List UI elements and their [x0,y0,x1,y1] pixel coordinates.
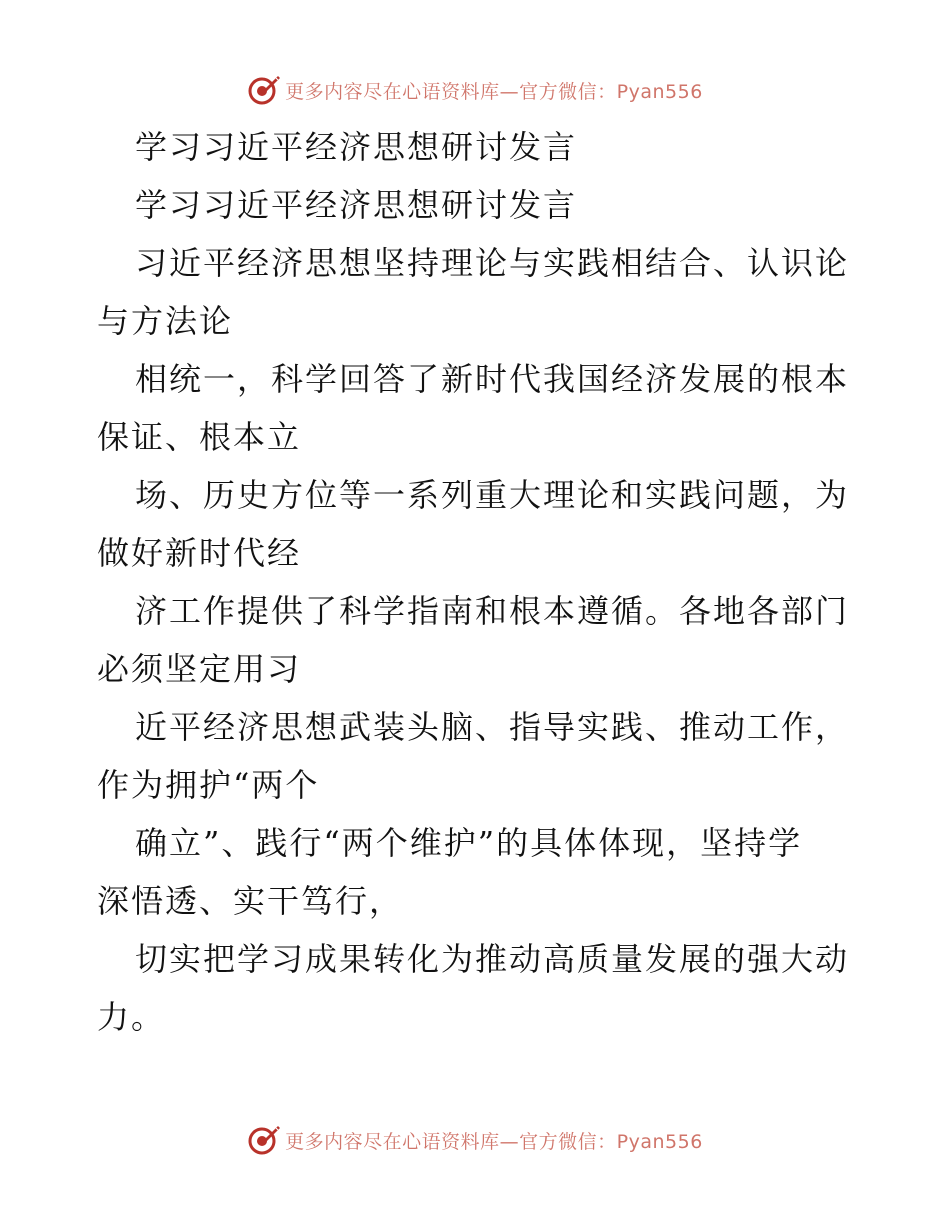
paragraph-line: 保证、根本立 [97,418,302,456]
paragraph-line: 作为拥护“两个 [97,766,320,804]
paragraph-line: 与方法论 [97,302,234,340]
paragraph-line: 切实把学习成果转化为推动高质量发展的强大动 [135,940,850,978]
header-banner [0,70,950,110]
document-title: 学习习近平经济思想研讨发言 [135,128,578,166]
paragraph-line: 习近平经济思想坚持理论与实践相结合、认识论 [135,244,850,282]
paragraph-line: 力。 [97,998,166,1036]
paragraph-line: 济工作提供了科学指南和根本遵循。各地各部门 [135,592,850,630]
pen-logo-icon [247,73,281,107]
paragraph-line: 深悟透、实干笃行， [97,882,404,920]
paragraph-line: 必须坚定用习 [97,650,302,688]
paragraph-line: 近平经济思想武装头脑、指导实践、推动工作， [135,708,850,746]
document-title-repeat: 学习习近平经济思想研讨发言 [135,186,578,224]
document-body [97,118,857,1046]
paragraph-line: 相统一，科学回答了新时代我国经济发展的根本 [135,360,850,398]
footer-banner [0,1120,950,1160]
footer-banner-text: 更多内容尽在心语资料库—官方微信：Pyan556 [285,1130,703,1153]
paragraph-line: 确立”、践行“两个维护”的具体体现，坚持学 [135,824,803,862]
paragraph-line: 做好新时代经 [97,534,302,572]
header-banner-text: 更多内容尽在心语资料库—官方微信：Pyan556 [285,80,703,103]
pen-logo-icon [247,1123,281,1157]
paragraph-line: 场、历史方位等一系列重大理论和实践问题，为 [135,476,850,514]
